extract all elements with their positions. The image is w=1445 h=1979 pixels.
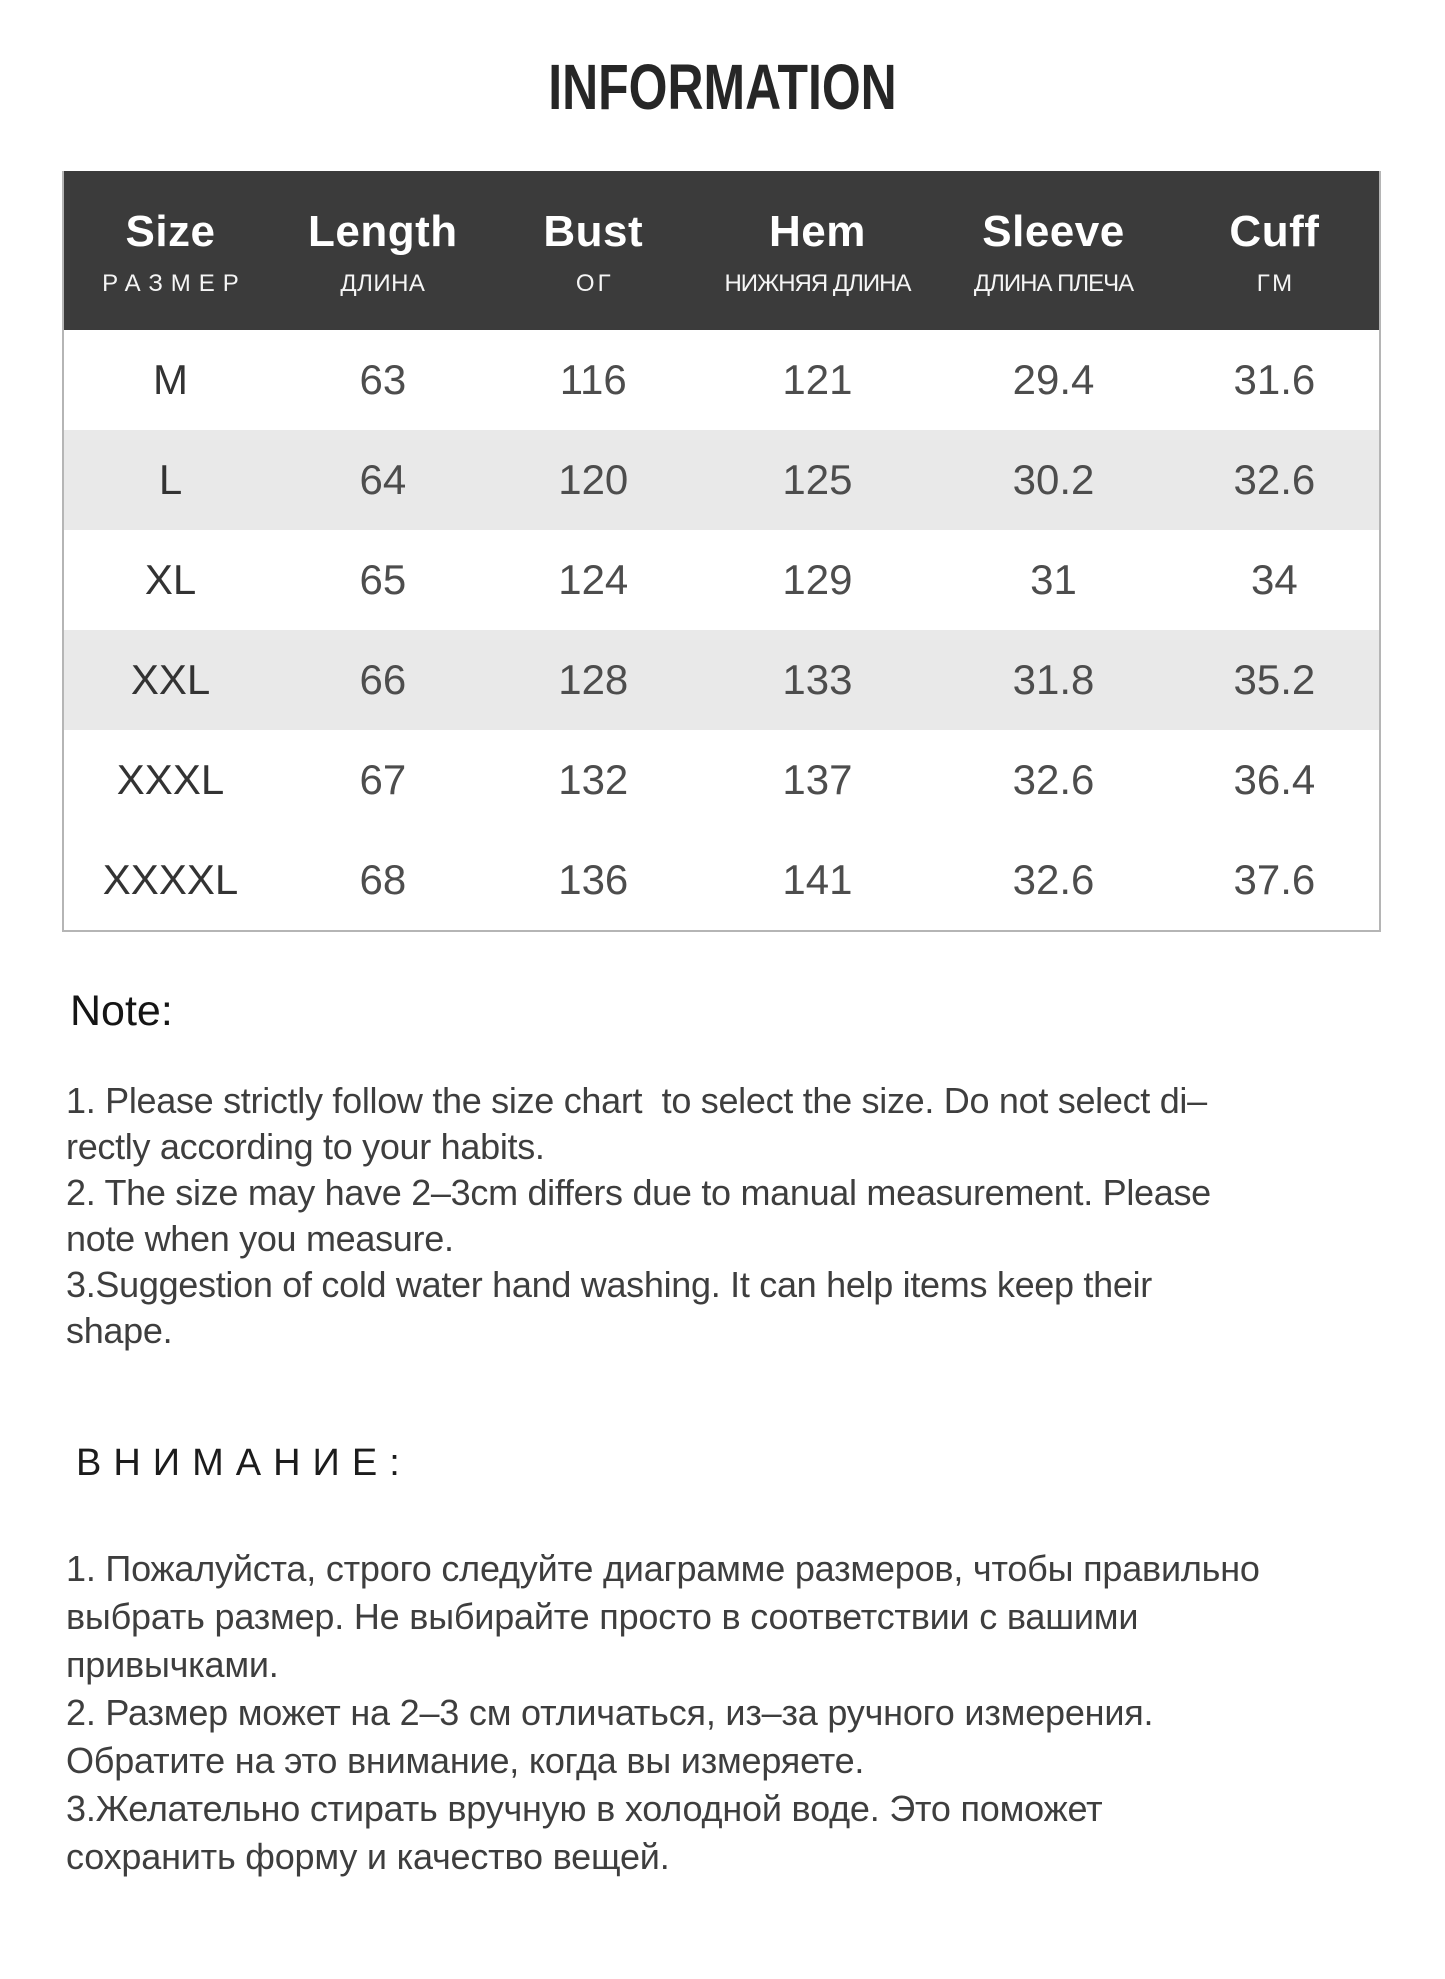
sleeve-cell: 31.8 bbox=[1012, 656, 1095, 704]
length-cell: 66 bbox=[359, 656, 407, 704]
attention-line: 3.Желательно стирать вручную в холодной воде. Это поможет bbox=[66, 1788, 1103, 1830]
size-chart-header-row bbox=[64, 171, 1379, 330]
bust-cell: 132 bbox=[558, 756, 629, 804]
size-info-sheet bbox=[0, 52, 1445, 1979]
column-label-en: Length bbox=[308, 207, 458, 257]
note-line: shape. bbox=[66, 1310, 173, 1352]
size-row-xxxxl bbox=[64, 830, 1379, 930]
information-title: INFORMATION bbox=[548, 51, 897, 123]
attention-line: 1. Пожалуйста, строго следуйте диаграмме размеров, чтобы правильно bbox=[66, 1548, 1260, 1590]
column-label-ru: РАЗМЕР bbox=[102, 270, 247, 298]
attention-line: привычками. bbox=[66, 1644, 279, 1686]
attention-line: выбрать размер. Не выбирайте просто в соответствии с вашими bbox=[66, 1596, 1139, 1638]
column-header-bust bbox=[489, 171, 698, 330]
column-header-cuff bbox=[1170, 171, 1379, 330]
sleeve-cell: 31 bbox=[1030, 556, 1077, 604]
column-label-ru: ДЛИНА ПЛЕЧА bbox=[973, 270, 1134, 298]
attention-section bbox=[66, 1442, 1445, 1881]
column-label-ru: ОГ bbox=[575, 270, 614, 298]
hem-cell: 125 bbox=[782, 456, 853, 504]
size-cell: XL bbox=[144, 556, 197, 604]
bust-cell: 116 bbox=[559, 356, 627, 404]
sleeve-cell: 32.6 bbox=[1012, 856, 1095, 904]
size-row-l bbox=[64, 430, 1379, 530]
size-cell: XXL bbox=[130, 656, 211, 704]
size-row-m bbox=[64, 330, 1379, 430]
note-heading: Note: bbox=[70, 987, 173, 1036]
column-label-ru: ДЛИНА bbox=[340, 270, 426, 298]
column-label-en: Bust bbox=[543, 207, 644, 257]
column-label-en: Cuff bbox=[1229, 207, 1320, 257]
attention-line: 2. Размер может на 2–3 см отличаться, из–за ручного измерения. bbox=[66, 1692, 1154, 1734]
cuff-cell: 36.4 bbox=[1233, 756, 1316, 804]
size-cell: M bbox=[153, 356, 188, 404]
length-cell: 63 bbox=[359, 356, 407, 404]
column-label-ru: ГМ bbox=[1256, 270, 1296, 298]
hem-cell: 141 bbox=[782, 856, 853, 904]
sleeve-cell: 29.4 bbox=[1012, 356, 1095, 404]
size-row-xxxl bbox=[64, 730, 1379, 830]
attention-heading: ВНИМАНИЕ: bbox=[76, 1442, 412, 1485]
length-cell: 67 bbox=[359, 756, 407, 804]
note-line: note when you measure. bbox=[66, 1218, 454, 1260]
cuff-cell: 35.2 bbox=[1233, 656, 1316, 704]
size-row-xl bbox=[64, 530, 1379, 630]
column-label-en: Sleeve bbox=[982, 207, 1125, 257]
length-cell: 64 bbox=[359, 456, 407, 504]
column-header-size bbox=[64, 171, 277, 330]
hem-cell: 129 bbox=[782, 556, 853, 604]
bust-cell: 136 bbox=[558, 856, 629, 904]
column-label-en: Size bbox=[125, 207, 216, 257]
size-chart-table bbox=[62, 171, 1381, 932]
cuff-cell: 34 bbox=[1251, 556, 1298, 604]
size-row-xxl bbox=[64, 630, 1379, 730]
column-header-sleeve bbox=[937, 171, 1170, 330]
note-line: 1. Please strictly follow the size chart to select the size. Do not select di– bbox=[66, 1080, 1207, 1122]
bust-cell: 128 bbox=[558, 656, 629, 704]
hem-cell: 133 bbox=[782, 656, 853, 704]
size-cell: XXXXL bbox=[102, 856, 239, 904]
hem-cell: 137 bbox=[782, 756, 853, 804]
bust-cell: 120 bbox=[558, 456, 629, 504]
size-cell: L bbox=[158, 456, 183, 504]
note-line: 2. The size may have 2–3cm differs due to manual measurement. Please bbox=[66, 1172, 1211, 1214]
cuff-cell: 37.6 bbox=[1233, 856, 1316, 904]
column-label-en: Hem bbox=[769, 207, 866, 257]
sleeve-cell: 30.2 bbox=[1012, 456, 1095, 504]
size-cell: XXXL bbox=[116, 756, 225, 804]
sleeve-cell: 32.6 bbox=[1012, 756, 1095, 804]
hem-cell: 121 bbox=[782, 356, 853, 404]
cuff-cell: 32.6 bbox=[1233, 456, 1316, 504]
note-line: 3.Suggestion of cold water hand washing. It can help items keep their bbox=[66, 1264, 1152, 1306]
attention-line: Обратите на это внимание, когда вы измеряете. bbox=[66, 1740, 865, 1782]
length-cell: 68 bbox=[359, 856, 407, 904]
note-section bbox=[66, 987, 1445, 1354]
length-cell: 65 bbox=[359, 556, 407, 604]
cuff-cell: 31.6 bbox=[1233, 356, 1316, 404]
bust-cell: 124 bbox=[558, 556, 629, 604]
column-header-length bbox=[277, 171, 489, 330]
note-line: rectly according to your habits. bbox=[66, 1126, 545, 1168]
attention-line: сохранить форму и качество вещей. bbox=[66, 1836, 670, 1878]
column-label-ru: НИЖНЯЯ ДЛИНА bbox=[724, 270, 911, 298]
column-header-hem bbox=[698, 171, 937, 330]
